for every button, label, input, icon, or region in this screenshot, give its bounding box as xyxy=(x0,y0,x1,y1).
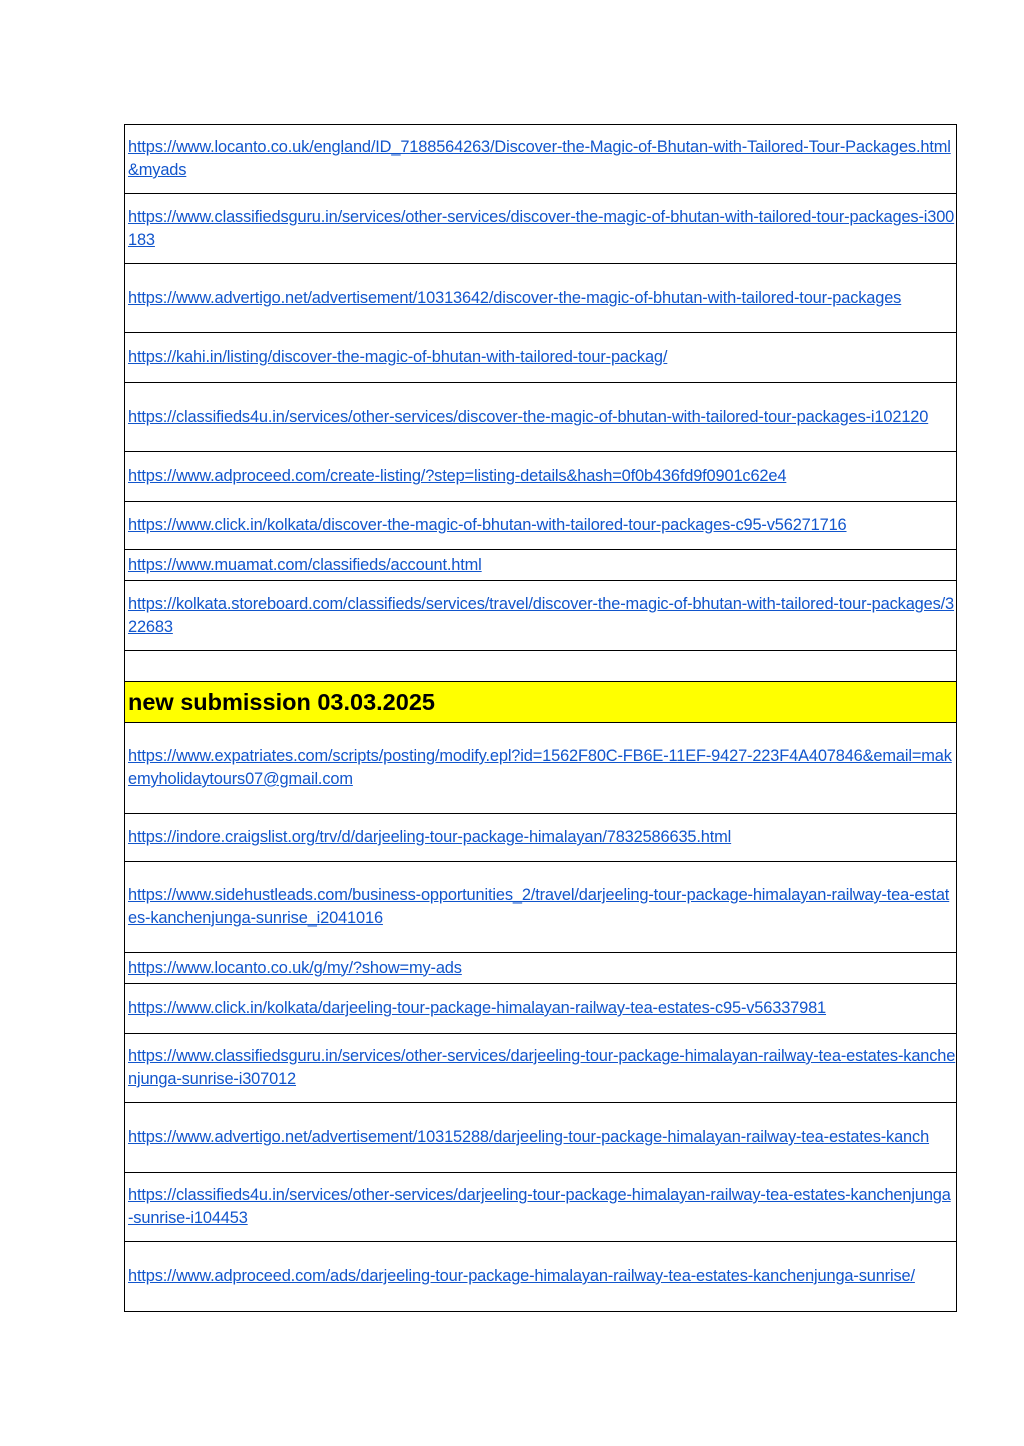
link-cell xyxy=(125,125,957,194)
listing-link[interactable]: https://indore.craigslist.org/trv/d/darjeeling-tour-package-himalayan/7832586635.html xyxy=(128,828,732,846)
link-cell xyxy=(125,502,957,550)
link-cell xyxy=(125,1242,957,1312)
table-row xyxy=(125,1103,957,1173)
listing-link[interactable]: https://classifieds4u.in/services/other-services/discover-the-magic-of-bhutan-with-tailored-tour-packages-i102120 xyxy=(128,407,929,426)
listing-link[interactable]: https://kahi.in/listing/discover-the-magic-of-bhutan-with-tailored-tour-packag/ xyxy=(128,348,668,366)
link-cell xyxy=(125,1173,957,1242)
listing-link[interactable]: https://www.locanto.co.uk/g/my/?show=my-ads xyxy=(128,958,462,977)
table-row xyxy=(125,550,957,581)
listing-link[interactable]: https://www.sidehustleads.com/business-opportunities_2/travel/darjeeling-tour-package-himalayan-railway-tea-estates-kanchenjunga-sunrise_i2041016 xyxy=(128,886,950,927)
link-cell xyxy=(125,984,957,1034)
table-row xyxy=(125,1034,957,1103)
table-row xyxy=(125,194,957,264)
listing-link[interactable]: https://www.click.in/kolkata/darjeeling-tour-package-himalayan-railway-tea-estates-c95-v56337981 xyxy=(128,999,827,1017)
links-table xyxy=(124,124,957,1312)
link-cell xyxy=(125,1034,957,1103)
table-row xyxy=(125,333,957,383)
link-cell xyxy=(125,862,957,953)
table-row xyxy=(125,814,957,862)
listing-link[interactable]: https://www.adproceed.com/ads/darjeeling-tour-package-himalayan-railway-tea-estates-kanchenjunga-sunrise/ xyxy=(128,1267,915,1285)
listing-link[interactable]: https://www.click.in/kolkata/discover-the-magic-of-bhutan-with-tailored-tour-packages-c95-v56271716 xyxy=(128,516,847,534)
link-cell xyxy=(125,452,957,502)
table-row xyxy=(125,862,957,953)
table-row xyxy=(125,723,957,814)
link-cell xyxy=(125,953,957,984)
empty-row xyxy=(125,651,957,682)
section-header-row xyxy=(125,682,957,723)
listing-link[interactable]: https://kolkata.storeboard.com/classifieds/services/travel/discover-the-magic-of-bhutan-with-tailored-tour-packages/322683 xyxy=(128,594,955,636)
table-row xyxy=(125,383,957,452)
table-row xyxy=(125,581,957,651)
table-row xyxy=(125,264,957,333)
link-cell xyxy=(125,333,957,383)
link-cell xyxy=(125,723,957,814)
table-row xyxy=(125,452,957,502)
listing-link[interactable]: https://www.muamat.com/classifieds/account.html xyxy=(128,555,482,574)
listing-link[interactable]: https://www.classifiedsguru.in/services/other-services/discover-the-magic-of-bhutan-with-tailored-tour-packages-i300183 xyxy=(128,207,955,249)
table-row xyxy=(125,984,957,1034)
link-cell xyxy=(125,550,957,581)
table-row xyxy=(125,125,957,194)
link-cell xyxy=(125,194,957,264)
listing-link[interactable]: https://www.advertigo.net/advertisement/10315288/darjeeling-tour-package-himalayan-railway-tea-estates-kanch xyxy=(128,1128,930,1146)
link-cell xyxy=(125,264,957,333)
empty-cell xyxy=(125,651,957,682)
listing-link[interactable]: https://www.locanto.co.uk/england/ID_7188564263/Discover-the-Magic-of-Bhutan-with-Tailored-Tour-Packages.html&myads xyxy=(128,138,951,179)
listing-link[interactable]: https://www.expatriates.com/scripts/posting/modify.epl?id=1562F80C-FB6E-11EF-9427-223F4A407846&email=makemyholidaytours07@gmail.com xyxy=(128,747,952,788)
section-header: new submission 03.03.2025 xyxy=(125,682,957,723)
table-row xyxy=(125,1173,957,1242)
link-cell xyxy=(125,814,957,862)
listing-link[interactable]: https://www.classifiedsguru.in/services/other-services/darjeeling-tour-package-himalayan-railway-tea-estates-kanchenjunga-sunrise-i307012 xyxy=(128,1047,956,1088)
table-row xyxy=(125,502,957,550)
listing-link[interactable]: https://www.advertigo.net/advertisement/10313642/discover-the-magic-of-bhutan-with-tailored-tour-packages xyxy=(128,288,902,307)
listing-link[interactable]: https://classifieds4u.in/services/other-services/darjeeling-tour-package-himalayan-railway-tea-estates-kanchenjunga-sunrise-i104453 xyxy=(128,1186,951,1227)
table-row xyxy=(125,953,957,984)
link-cell xyxy=(125,581,957,651)
link-cell xyxy=(125,1103,957,1173)
table-row xyxy=(125,1242,957,1312)
link-cell xyxy=(125,383,957,452)
listing-link[interactable]: https://www.adproceed.com/create-listing/?step=listing-details&hash=0f0b436fd9f0901c62e4 xyxy=(128,467,787,485)
